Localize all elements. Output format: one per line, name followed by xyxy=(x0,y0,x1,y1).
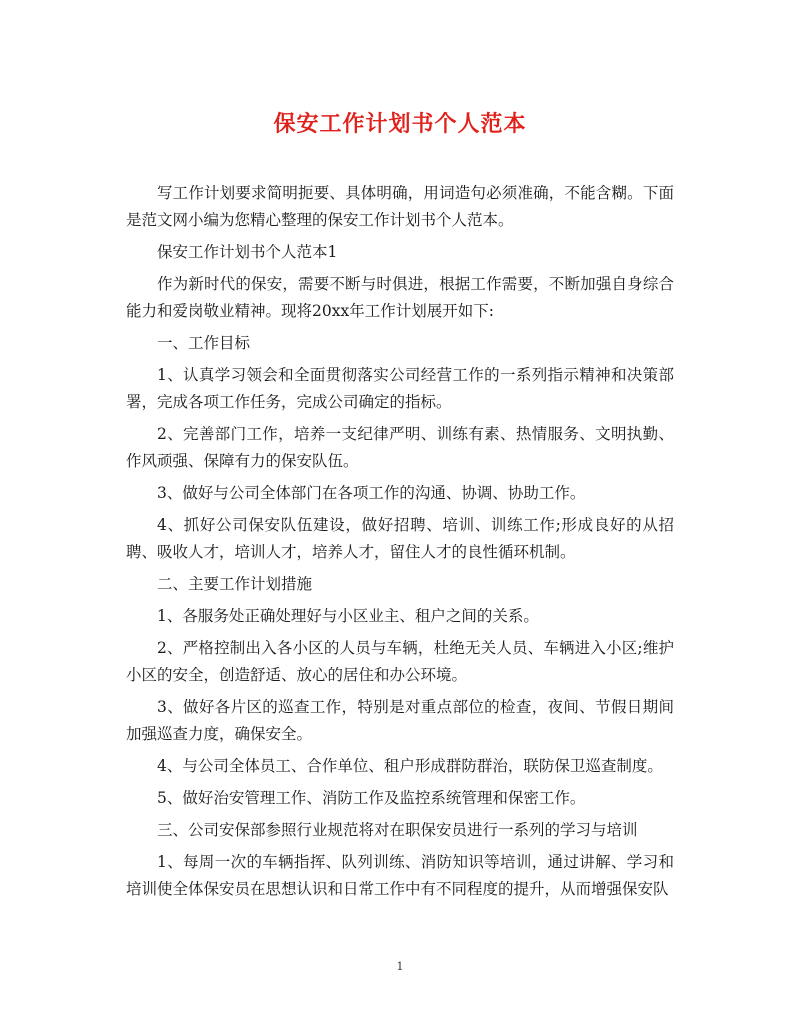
paragraph: 作为新时代的保安，需要不断与时俱进，根据工作需要，不断加强自身综合能力和爱岗敬业精神。现将20xx年工作计划展开如下: xyxy=(126,275,674,320)
list-item: 2、严格控制出入各小区的人员与车辆，杜绝无关人员、车辆进入小区;维护小区的安全，创造舒适、放心的居住和办公环境。 xyxy=(126,639,674,684)
intro-paragraph: 写工作计划要求简明扼要、具体明确，用词造句必须准确，不能含糊。下面是范文网小编为您精心整理的保安工作计划书个人范本。 xyxy=(126,184,674,229)
list-item: 1、每周一次的车辆指挥、队列训练、消防知识等培训，通过讲解、学习和培训使全体保安员在思想认识和日常工作中有不同程度的提升，从而增强保安队 xyxy=(126,853,674,898)
section-heading: 保安工作计划书个人范本1 xyxy=(157,243,338,261)
list-item: 1、各服务处正确处理好与小区业主、租户之间的关系。 xyxy=(157,607,539,625)
list-item: 3、做好与公司全体部门在各项工作的沟通、协调、协助工作。 xyxy=(157,484,586,502)
list-item: 3、做好各片区的巡查工作，特别是对重点部位的检查，夜间、节假日期间加强巡查力度，确保安全。 xyxy=(126,698,674,743)
list-item: 4、与公司全体员工、合作单位、租户形成群防群治，联防保卫巡查制度。 xyxy=(157,757,663,775)
list-item: 5、做好治安管理工作、消防工作及监控系统管理和保密工作。 xyxy=(157,789,586,807)
page-number: 1 xyxy=(396,960,404,973)
section-heading: 三、公司安保部参照行业规范将对在职保安员进行一系列的学习与培训 xyxy=(157,821,638,839)
list-item: 4、抓好公司保安队伍建设，做好招聘、培训、训练工作;形成良好的从招聘、吸收人才，培训人才，培养人才，留住人才的良性循环机制。 xyxy=(126,516,674,561)
list-item: 1、认真学习领会和全面贯彻落实公司经营工作的一系列指示精神和决策部署，完成各项工作任务，完成公司确定的指标。 xyxy=(126,366,674,411)
section-heading: 一、工作目标 xyxy=(157,334,251,352)
document-body xyxy=(126,180,674,908)
list-item: 2、完善部门工作，培养一支纪律严明、训练有素、热情服务、文明执勤、作风顽强、保障有力的保安队伍。 xyxy=(126,425,674,470)
page-title: 保安工作计划书个人范本 xyxy=(273,111,527,137)
section-heading: 二、主要工作计划措施 xyxy=(157,575,313,593)
